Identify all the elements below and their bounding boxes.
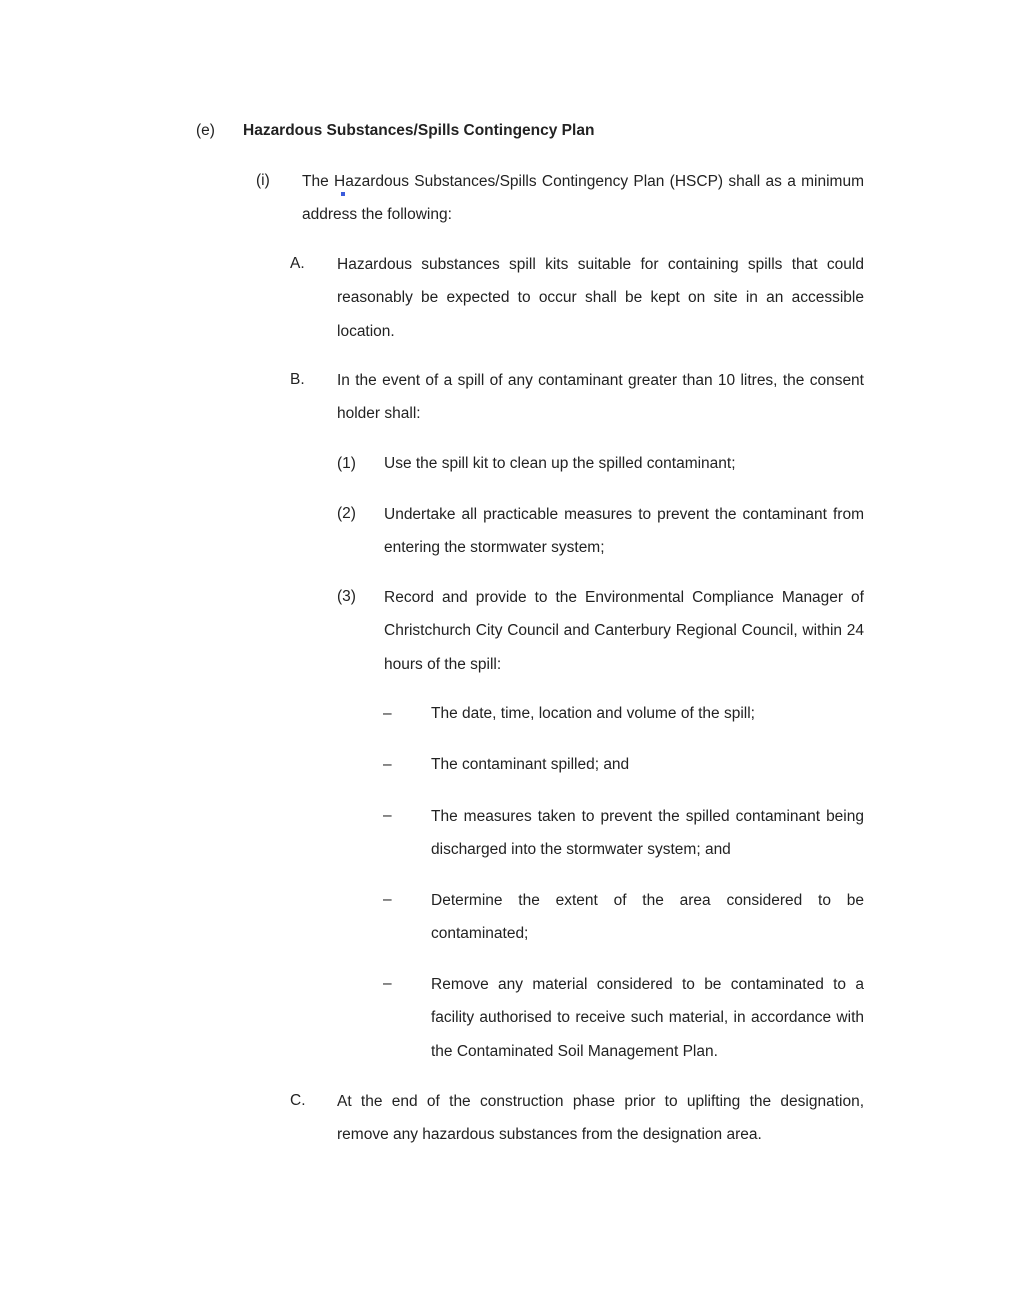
dash-item: The contaminant spilled; and [431, 756, 630, 773]
item-b-text: In the event of a spill of any contaminant greater than 10 litres, the consent holder shall: [337, 372, 864, 423]
text-cursor-marker [341, 192, 345, 196]
dash-bullet: – [383, 807, 392, 824]
dash-item: Determine the extent of the area considered to be contaminated; [431, 892, 864, 943]
dash-item: The date, time, location and volume of the spill; [431, 705, 755, 722]
item-a-marker: A. [290, 255, 305, 272]
sub-2-text: Undertake all practicable measures to prevent the contaminant from entering the stormwater system; [384, 506, 864, 557]
sub-2-marker: (2) [337, 505, 356, 522]
sub-1-marker: (1) [337, 455, 356, 472]
sub-3-text: Record and provide to the Environmental Compliance Manager of Christchurch City Council and Canterbury Regional Council, within 24 hours of the spill: [384, 589, 864, 673]
item-c-text: At the end of the construction phase prior to uplifting the designation, remove any hazardous substances from the designation area. [337, 1093, 864, 1144]
dash-bullet: – [383, 975, 392, 992]
section-marker: (e) [196, 122, 215, 139]
section-heading: Hazardous Substances/Spills Contingency Plan [243, 122, 595, 139]
sub-1-text: Use the spill kit to clean up the spilled contaminant; [384, 455, 736, 472]
item-b-marker: B. [290, 371, 305, 388]
dash-bullet: – [383, 756, 392, 773]
dash-bullet: – [383, 891, 392, 908]
item-i-marker: (i) [256, 172, 270, 189]
dash-bullet: – [383, 705, 392, 722]
dash-item: Remove any material considered to be contaminated to a facility authorised to receive such material, in accordance with the Contaminated Soil Management Plan. [431, 976, 864, 1060]
sub-3-marker: (3) [337, 588, 356, 605]
item-i-text: The Hazardous Substances/Spills Contingency Plan (HSCP) shall as a minimum address the following: [302, 173, 864, 224]
item-a-text: Hazardous substances spill kits suitable for containing spills that could reasonably be expected to occur shall be kept on site in an accessible location. [337, 256, 864, 340]
dash-item: The measures taken to prevent the spilled contaminant being discharged into the stormwater system; and [431, 808, 864, 859]
item-c-marker: C. [290, 1092, 306, 1109]
